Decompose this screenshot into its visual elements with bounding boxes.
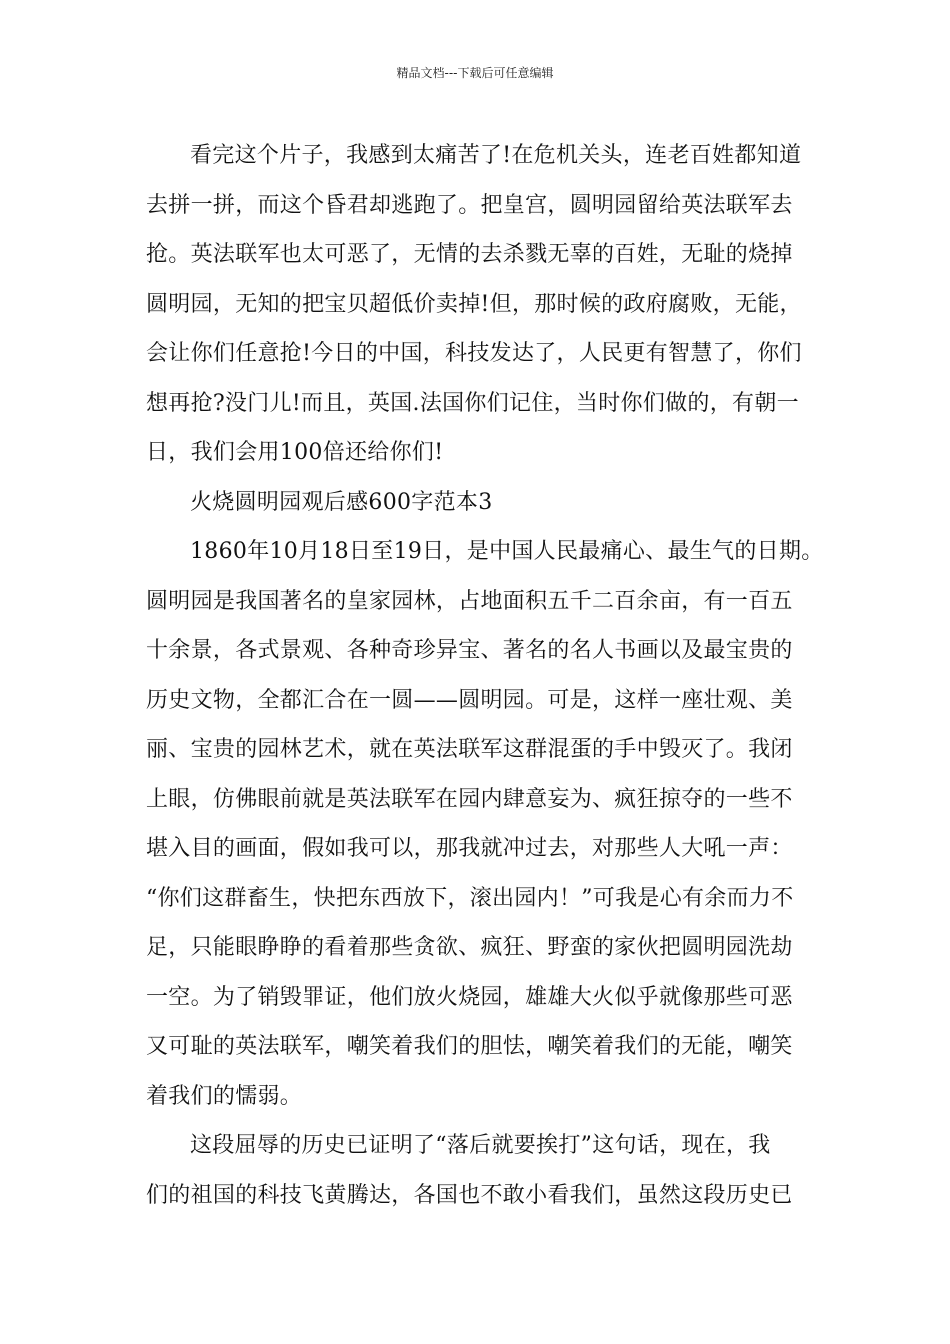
paragraph-line: 们的祖国的科技飞黄腾达，各国也不敢小看我们，虽然这段历史已 [146,1182,793,1208]
paragraph-line: 堪入目的画面，假如我可以，那我就冲过去，对那些人大吼一声： [146,836,793,861]
page-header: 精品文档---下载后可任意编辑 [396,66,554,80]
paragraph-line: 这段屈辱的历史已证明了“落后就要挨打”这句话，现在，我 [190,1133,771,1158]
paragraph-line: 上眼，仿佛眼前就是英法联军在园内肆意妄为、疯狂掠夺的一些不 [146,786,793,812]
paragraph-line: “你们这群畜生，快把东西放下，滚出园内！”可我是心有余而力不 [146,885,794,911]
paragraph-line: 圆明园，无知的把宝贝超低价卖掉!但，那时候的政府腐败，无能， [146,291,802,317]
paragraph-line: 1860年10月18日至19日，是中国人民最痛心、最生气的日期。 [190,539,824,564]
paragraph-line: 抢。英法联军也太可恶了，无情的去杀戮无辜的百姓，无耻的烧掉 [146,242,793,267]
paragraph-line: 会让你们任意抢!今日的中国，科技发达了，人民更有智慧了，你们 [146,341,802,366]
paragraph-line: 着我们的懦弱。 [146,1083,303,1109]
paragraph-line: 去拼一拼，而这个昏君却逃跑了。把皇宫，圆明园留给英法联军去 [146,192,793,218]
section-title: 火烧圆明园观后感600字范本3 [190,489,493,515]
paragraph-line: 一空。为了销毁罪证，他们放火烧园，雄雄大火似乎就像那些可恶 [146,984,793,1010]
paragraph-line: 足，只能眼睁睁的看着那些贪欲、疯狂、野蛮的家伙把圆明园洗劫 [146,935,793,960]
paragraph-line: 想再抢?没门儿!而且，英国.法国你们记住，当时你们做的，有朝一 [146,390,799,416]
document-body [146,131,824,1220]
paragraph-line: 圆明园是我国著名的皇家园林，占地面积五千二百余亩，有一百五 [146,588,793,614]
paragraph-line: 历史文物，全都汇合在一圆——圆明园。可是，这样一座壮观、美 [146,687,793,713]
paragraph-line: 丽、宝贵的园林艺术，就在英法联军这群混蛋的手中毁灭了。我闭 [146,737,793,762]
paragraph-line: 日，我们会用100倍还给你们! [146,440,444,465]
paragraph-line: 看完这个片子，我感到太痛苦了!在危机关头，连老百姓都知道 [190,143,802,168]
paragraph-line: 十余景，各式景观、各种奇珍异宝、著名的名人书画以及最宝贵的 [146,638,793,663]
paragraph-line: 又可耻的英法联军，嘲笑着我们的胆怯，嘲笑着我们的无能，嘲笑 [146,1034,793,1059]
